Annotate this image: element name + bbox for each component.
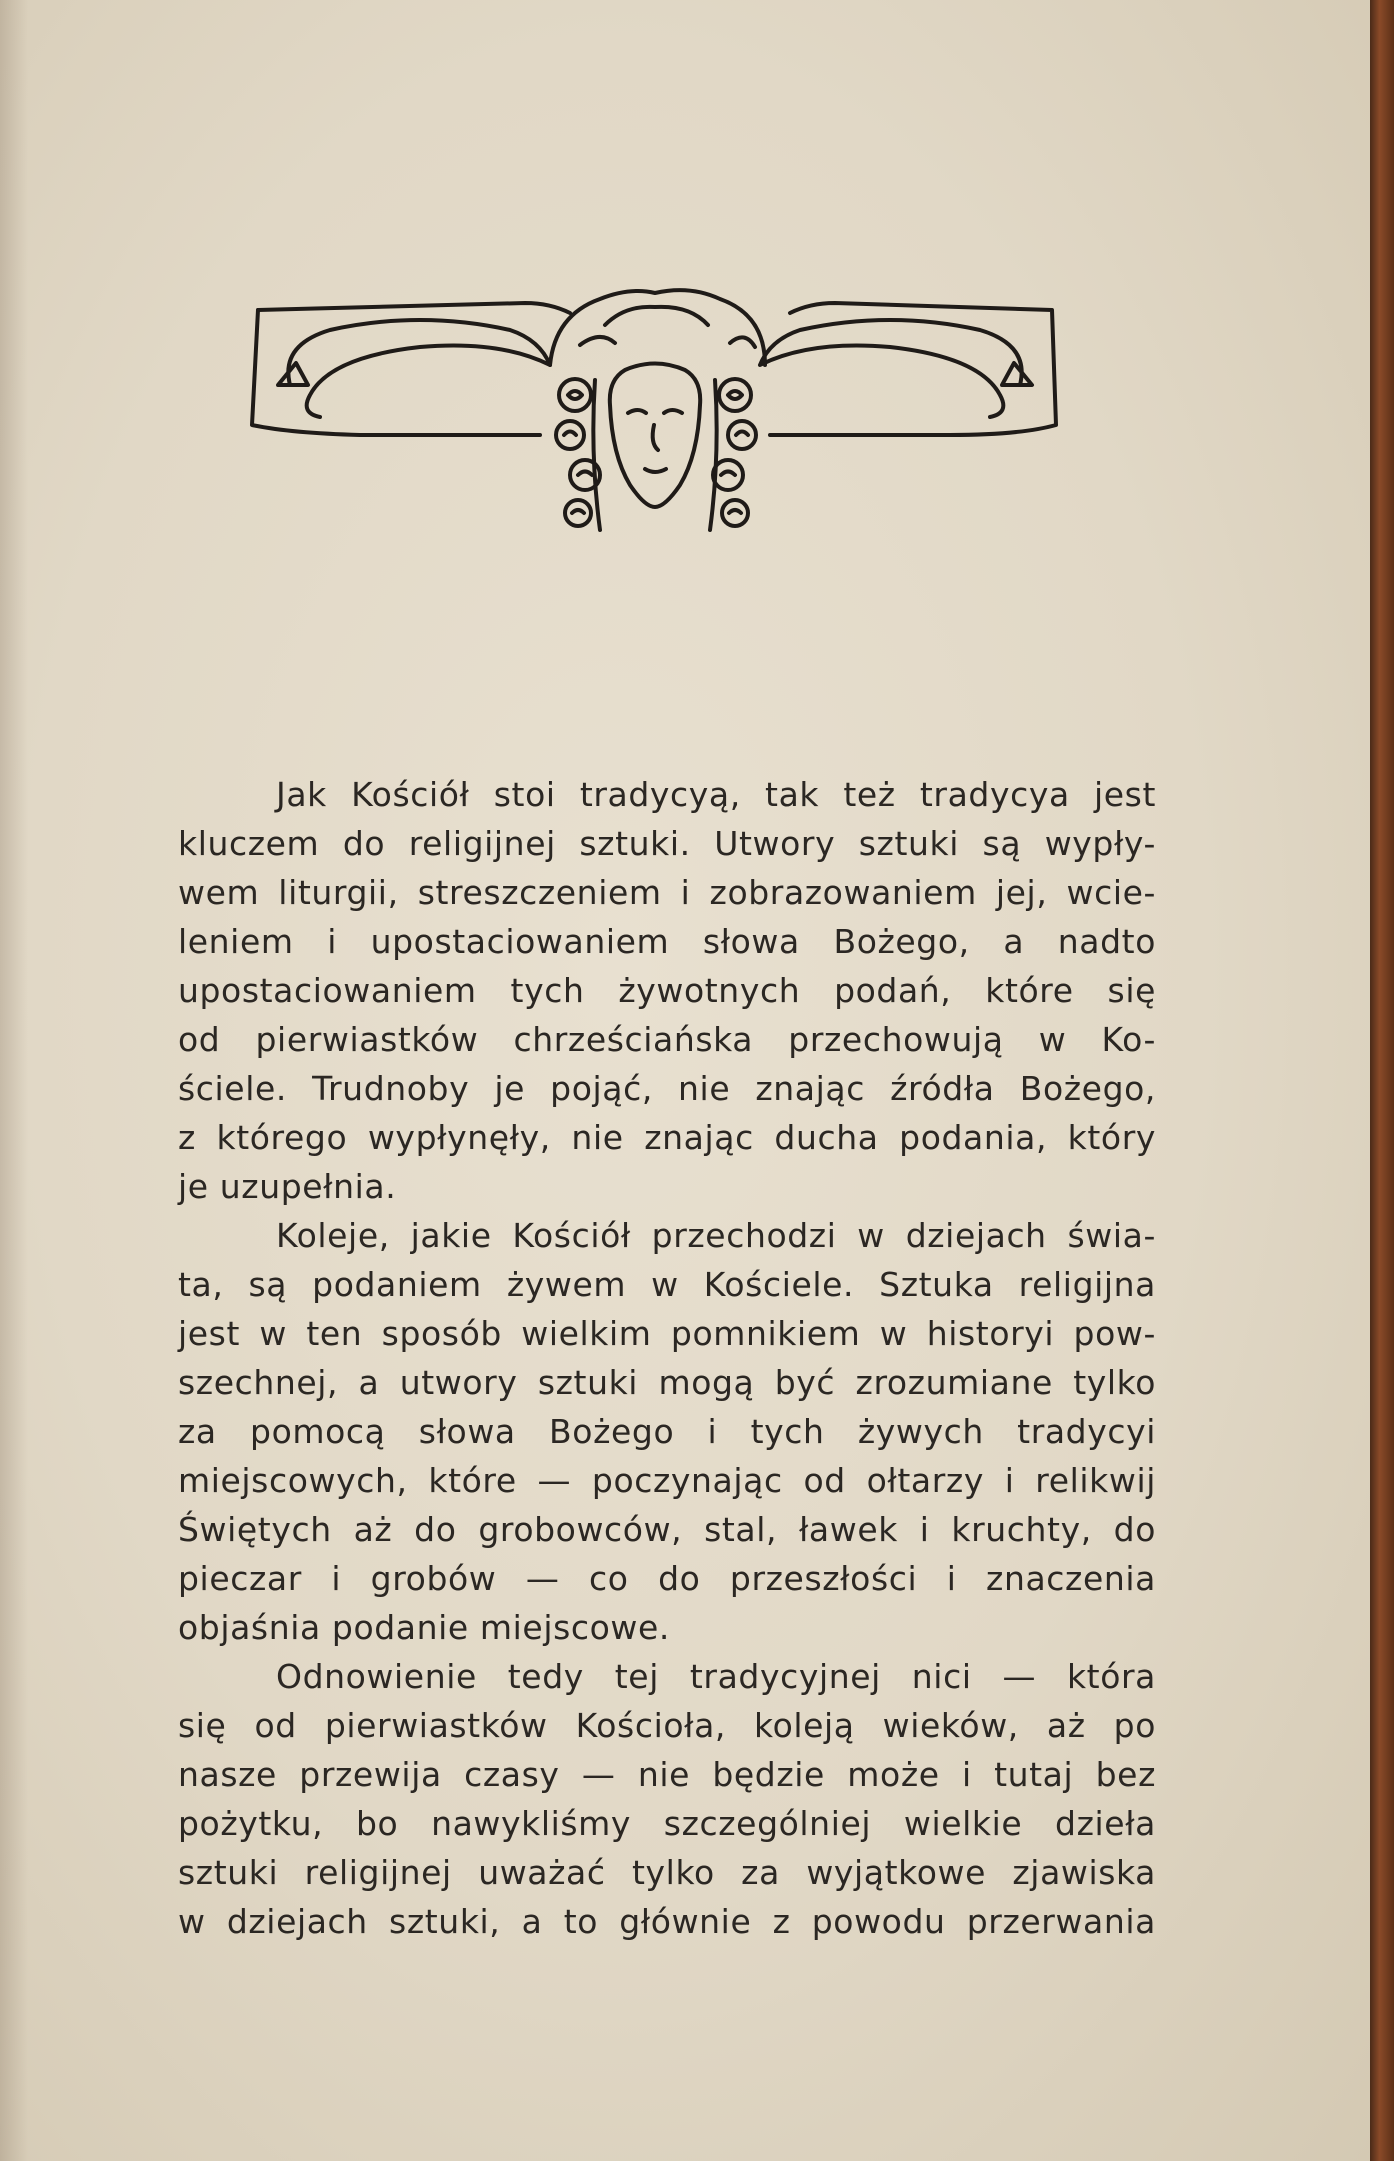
book-binding-edge	[1370, 0, 1394, 2161]
text-line: od pierwiastków chrześciańska przechowują w Ko-	[178, 1020, 1156, 1059]
page-gutter	[0, 0, 28, 2161]
paragraph-3	[178, 1652, 1156, 1946]
text-line: kluczem do religijnej sztuki. Utwory sztuki są wypły-	[178, 824, 1156, 863]
text-line: z którego wypłynęły, nie znając ducha podania, który	[178, 1118, 1156, 1157]
text-line: Koleje, jakie Kościół przechodzi w dziejach świa-	[276, 1216, 1156, 1255]
text-line: objaśnia podanie miejscowe.	[178, 1608, 670, 1647]
text-line: w dziejach sztuki, a to głównie z powodu przerwania	[178, 1902, 1156, 1941]
text-line: szechnej, a utwory sztuki mogą być zrozumiane tylko	[178, 1363, 1156, 1402]
text-line: pożytku, bo nawykliśmy szczególniej wielkie dzieła	[178, 1804, 1156, 1843]
text-line: ta, są podaniem żywem w Kościele. Sztuka religijna	[178, 1265, 1156, 1304]
text-line: jest w ten sposób wielkim pomnikiem w historyi pow-	[178, 1314, 1156, 1353]
text-line: ściele. Trudnoby je pojąć, nie znając źródła Bożego,	[178, 1069, 1156, 1108]
text-line: Świętych aż do grobowców, stal, ławek i kruchty, do	[178, 1510, 1156, 1549]
text-line: Odnowienie tedy tej tradycyjnej nici — która	[276, 1657, 1156, 1696]
paragraph-2	[178, 1211, 1156, 1652]
text-line: za pomocą słowa Bożego i tych żywych tradycyi	[178, 1412, 1156, 1451]
text-line: nasze przewija czasy — nie będzie może i tutaj bez	[178, 1755, 1156, 1794]
text-line: leniem i upostaciowaniem słowa Bożego, a nadto	[178, 922, 1156, 961]
text-line: sztuki religijnej uważać tylko za wyjątkowe zjawiska	[178, 1853, 1156, 1892]
text-line: Jak Kościół stoi tradycyą, tak też tradycya jest	[276, 775, 1156, 814]
text-line: je uzupełnia.	[178, 1167, 397, 1206]
text-line: miejscowych, które — poczynając od ołtarzy i relikwij	[178, 1461, 1156, 1500]
text-line: się od pierwiastków Kościoła, koleją wieków, aż po	[178, 1706, 1156, 1745]
text-line: pieczar i grobów — co do przeszłości i znaczenia	[178, 1559, 1156, 1598]
body-text	[178, 770, 1156, 1946]
paragraph-1	[178, 770, 1156, 1211]
text-line: upostaciowaniem tych żywotnych podań, które się	[178, 971, 1156, 1010]
art-nouveau-headpiece-icon	[250, 285, 1060, 545]
text-line: wem liturgii, streszczeniem i zobrazowaniem jej, wcie-	[178, 873, 1156, 912]
